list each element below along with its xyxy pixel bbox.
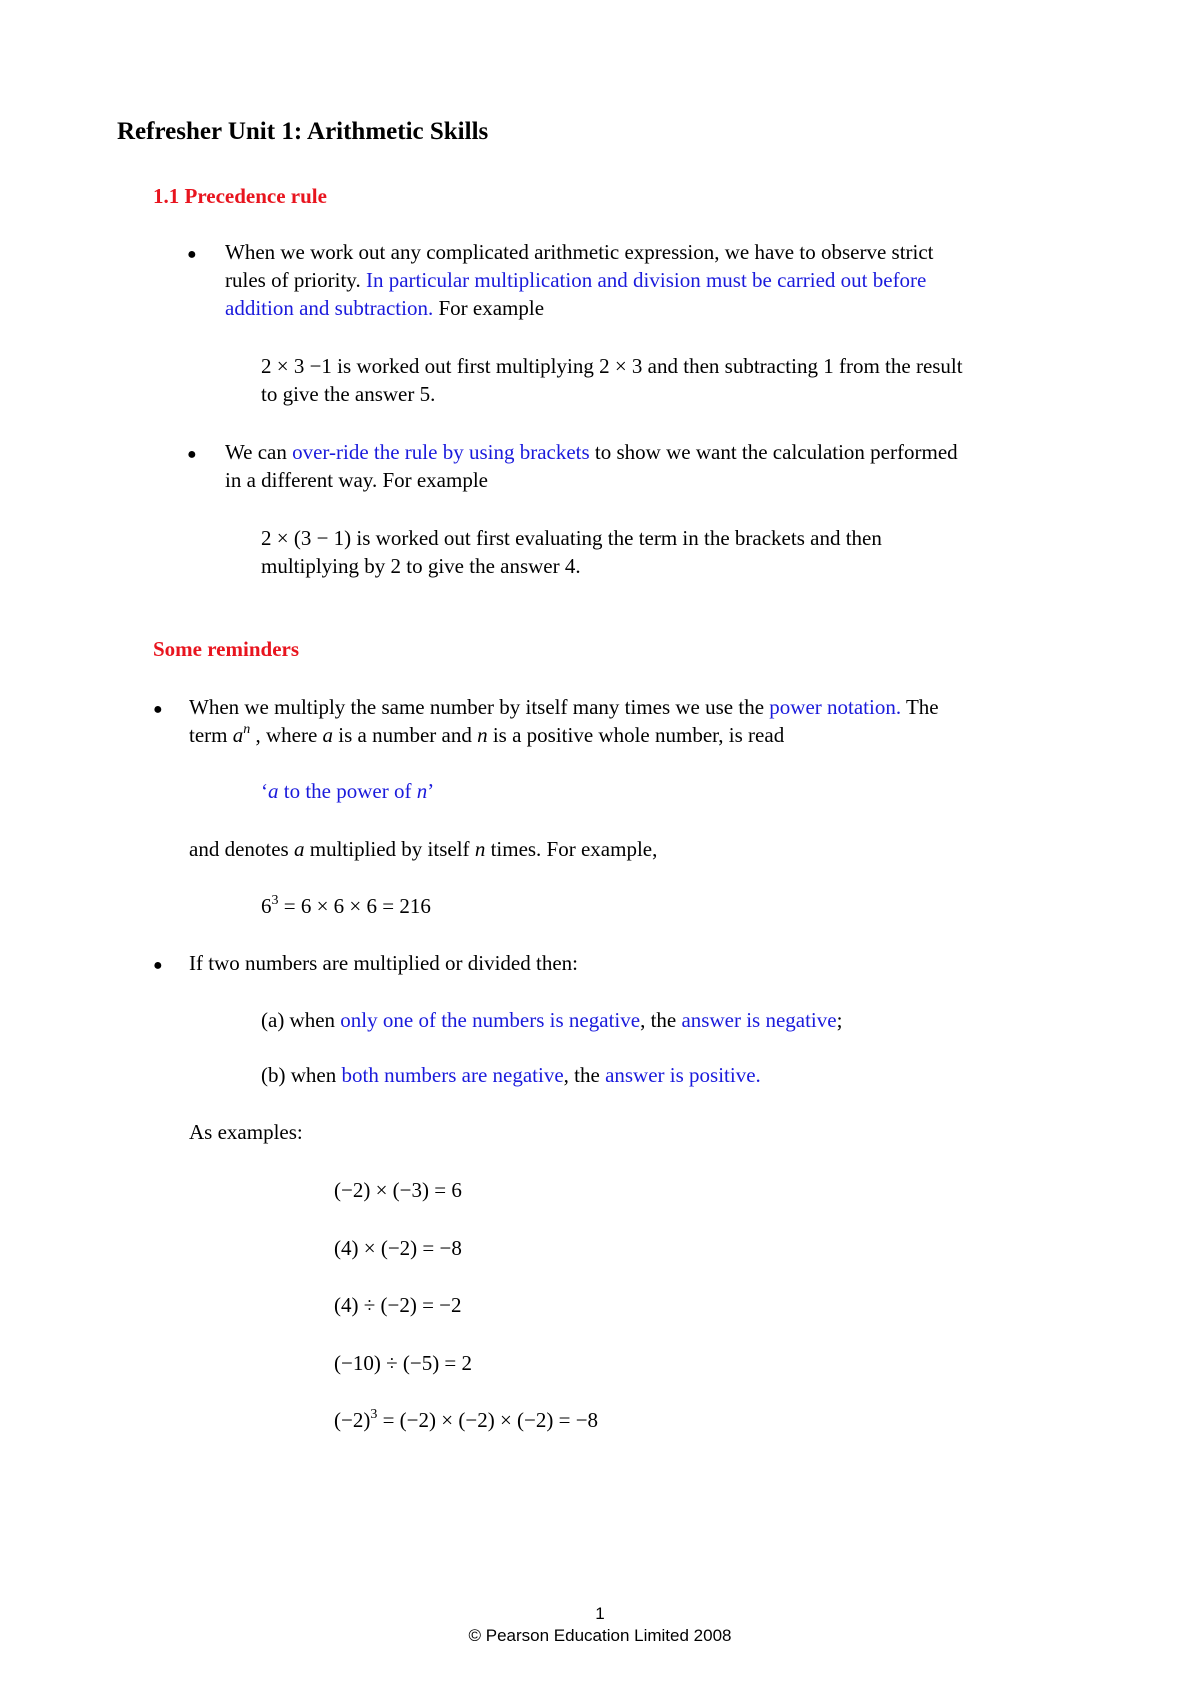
bullet-icon: ● <box>153 701 163 718</box>
power-quote: ‘a to the power of n’ <box>261 779 435 803</box>
example-equation: (−2) × (−3) = 6 <box>334 1178 462 1202</box>
paragraph-line: addition and subtraction. For example <box>225 296 545 320</box>
bullet-icon: ● <box>187 446 197 463</box>
paragraph-line: If two numbers are multiplied or divided then: <box>189 951 578 975</box>
example-line: multiplying by 2 to give the answer 4. <box>261 554 581 578</box>
example-equation: (−10) ÷ (−5) = 2 <box>334 1351 473 1375</box>
paragraph-line: in a different way. For example <box>225 468 488 492</box>
example-line: to give the answer 5. <box>261 382 436 406</box>
paragraph-line: We can over-ride the rule by using brackets to show we want the calculation performed <box>225 440 958 464</box>
section-heading-reminders: Some reminders <box>153 637 300 661</box>
example-line: 2 × (3 − 1) is worked out first evaluating the term in the brackets and then <box>261 526 882 550</box>
highlight-text: both numbers are negative <box>341 1063 564 1087</box>
highlight-text: answer is positive. <box>605 1063 761 1087</box>
page-title: Refresher Unit 1: Arithmetic Skills <box>117 118 489 145</box>
highlight-text: over-ride the rule by using brackets <box>292 440 590 464</box>
bullet-icon: ● <box>187 246 197 263</box>
bullet-icon: ● <box>153 957 163 974</box>
rule-a: (a) when only one of the numbers is negative, the answer is negative; <box>261 1008 843 1032</box>
example-line: 2 × 3 −1 is worked out first multiplying 2 × 3 and then subtracting 1 from the result <box>261 354 963 378</box>
highlight-text: power notation. <box>769 695 902 719</box>
highlight-text: only one of the numbers is negative <box>340 1008 641 1032</box>
highlight-text: answer is negative <box>681 1008 837 1032</box>
highlight-text: In particular multiplication and division must be carried out before <box>365 268 927 292</box>
paragraph-line: When we work out any complicated arithmetic expression, we have to observe strict <box>225 240 934 264</box>
rule-b: (b) when both numbers are negative, the answer is positive. <box>261 1063 761 1087</box>
paragraph-line: As examples: <box>189 1120 303 1144</box>
copyright-notice: © Pearson Education Limited 2008 <box>468 1626 732 1645</box>
paragraph-line: rules of priority. In particular multiplication and division must be carried out before <box>225 268 927 292</box>
example-equation: (4) × (−2) = −8 <box>334 1236 462 1260</box>
paragraph-line: term $a^n$ , where a is a number and n is a positive whole number, is read <box>189 722 785 747</box>
highlight-text: addition and subtraction. <box>225 296 434 320</box>
section-heading-precedence: 1.1 Precedence rule <box>153 184 327 208</box>
example-equation: $(-2)^3 = (-2) \times (-2) \times (-2) = -8$ <box>334 1407 599 1432</box>
page-number: 1 <box>595 1604 605 1623</box>
example-equation: (4) ÷ (−2) = −2 <box>334 1293 462 1317</box>
paragraph-line: and denotes a multiplied by itself n times. For example, <box>189 837 658 861</box>
example-equation: $6^3 = 6 \times 6 \times 6 = 216$ <box>261 893 431 918</box>
paragraph-line: When we multiply the same number by itself many times we use the power notation. The <box>189 695 939 719</box>
